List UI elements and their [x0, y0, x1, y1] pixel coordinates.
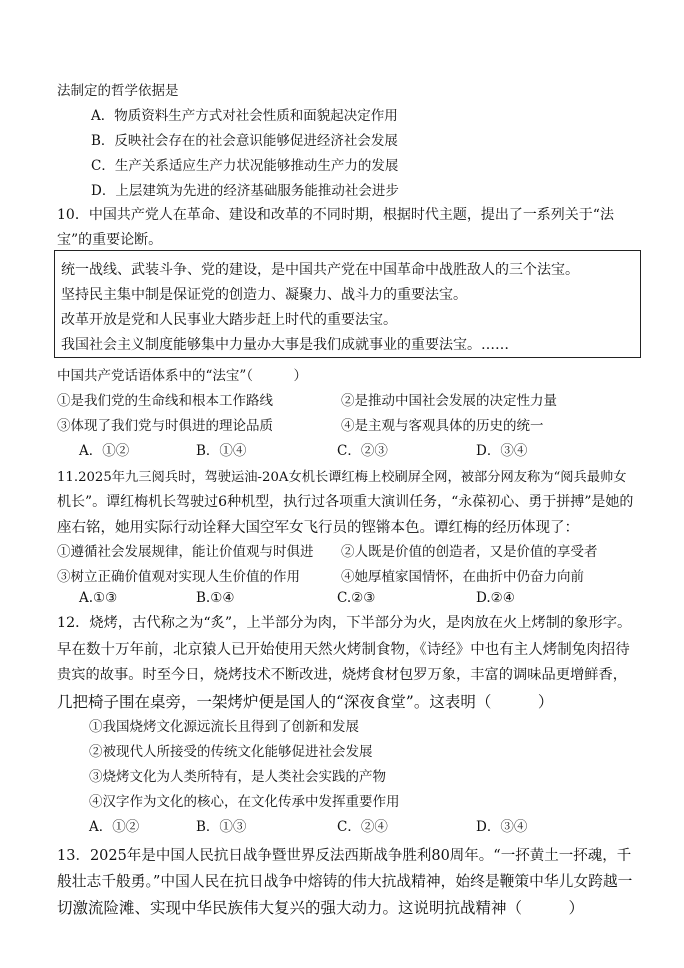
- q11-stem-line-3: 座右铭，她用实际行动诠释大国空军女飞行员的铿锵本色。谭红梅的经历体现了：: [57, 520, 579, 536]
- q10-question: 中国共产党话语体系中的“法宝”（ ）: [57, 368, 308, 384]
- q10-quote-line-3: 改革开放是党和人民事业大踏步赶上时代的重要法宝。: [61, 312, 397, 328]
- q12-stem-line-4: 几把椅子围在桌旁，一架烤炉便是国人的“深夜食堂”。这表明（ ）: [57, 693, 554, 711]
- q12-choice-b[interactable]: B．①③: [196, 819, 247, 835]
- q10-statement-1: ①是我们党的生命线和根本工作路线: [57, 393, 273, 409]
- q13-stem-line-3: 切激流险滩、实现中华民族伟大复兴的强大动力。这说明抗战精神（ ）: [57, 899, 585, 917]
- q12-choice-d[interactable]: D．③④: [476, 819, 528, 835]
- q13-stem-line-1: 13．2025年是中国人民抗日战争暨世界反法西斯战争胜利80周年。“一抔黄土一抔魂，千: [57, 848, 632, 864]
- q10-statement-3: ③体现了我们党与时俱进的理论品质: [57, 418, 273, 434]
- q11-statement-3: ③树立正确价值观对实现人生价值的作用: [57, 569, 300, 585]
- q9-option-c: C．生产关系适应生产力状况能够推动生产力的发展: [91, 158, 399, 174]
- q11-stem-line-1: 11.2025年九三阅兵时，驾驶运油-20A女机长谭红梅上校刷屏全网，被部分网友称为“阅兵最帅女: [57, 470, 627, 485]
- q11-choice-c[interactable]: C.②③: [337, 590, 376, 606]
- q10-choice-a[interactable]: A．①②: [79, 443, 130, 459]
- q11-statement-2: ②人既是价值的创造者，又是价值的享受者: [341, 544, 598, 560]
- q13-stem-line-2: 般壮志千般勇。”中国人民在抗日战争中熔铸的伟大抗战精神，始终是鞭策中华儿女跨越一: [57, 873, 633, 890]
- q10-stem-line-2: 宝”的重要论断。: [57, 232, 163, 248]
- q11-statement-4: ④她厚植家国情怀，在曲折中仍奋力向前: [341, 569, 584, 585]
- q10-stem-line-1: 10．中国共产党人在革命、建设和改革的不同时期，根据时代主题，提出了一系列关于“法: [57, 207, 614, 223]
- q12-choice-c[interactable]: C．②④: [337, 819, 388, 835]
- q12-statement-4: ④汉字作为文化的核心，在文化传承中发挥重要作用: [89, 794, 400, 810]
- q11-choice-a[interactable]: A.①③: [79, 590, 118, 606]
- q9-option-d: D．上层建筑为先进的经济基础服务能推动社会进步: [91, 183, 399, 199]
- q10-choice-c[interactable]: C．②③: [337, 443, 388, 459]
- q11-choice-d[interactable]: D.②④: [476, 590, 515, 606]
- q10-statement-4: ④是主观与客观具体的历史的统一: [341, 418, 544, 434]
- q11-stem-line-2: 机长”。谭红梅机长驾驶过6种机型，执行过各项重大演训任务，“永葆初心、勇于拼搏”是她的: [57, 494, 634, 510]
- q11-choice-b[interactable]: B.①④: [196, 590, 235, 606]
- q12-statement-2: ②被现代人所接受的传统文化能够促进社会发展: [89, 744, 373, 760]
- q10-quote-line-2: 坚持民主集中制是保证党的创造力、凝聚力、战斗力的重要法宝。: [61, 287, 467, 303]
- q10-choice-b[interactable]: B．①④: [196, 443, 247, 459]
- q10-quote-line-4: 我国社会主义制度能够集中力量办大事是我们成就事业的重要法宝。……: [61, 337, 509, 353]
- q9-option-a: A．物质资料生产方式对社会性质和面貌起决定作用: [91, 108, 398, 124]
- q9-option-b: B．反映社会存在的社会意识能够促进经济社会发展: [91, 133, 398, 149]
- q12-stem-line-1: 12．烧烤，古代称之为“炙”，上半部分为肉，下半部分为火，是肉放在火上烤制的象形字。: [57, 615, 632, 631]
- q9-stem-tail: 法制定的哲学依据是: [57, 83, 179, 99]
- q10-choice-d[interactable]: D．③④: [476, 443, 528, 459]
- q12-statement-3: ③烧烤文化为人类所特有，是人类社会实践的产物: [89, 769, 386, 785]
- q12-choice-a[interactable]: A．①②: [89, 819, 140, 835]
- q10-statement-2: ②是推动中国社会发展的决定性力量: [341, 393, 557, 409]
- q10-quote-line-1: 统一战线、武装斗争、党的建设，是中国共产党在中国革命中战胜敌人的三个法宝。: [61, 262, 579, 278]
- q12-statement-1: ①我国烧烤文化源远流长且得到了创新和发展: [89, 719, 359, 735]
- q11-statement-1: ①遵循社会发展规律，能让价值观与时俱进: [57, 544, 314, 560]
- q12-stem-line-2: 早在数十万年前，北京猿人已开始使用天然火烤制食物，《诗经》中也有主人烤制兔肉招待: [57, 642, 630, 658]
- q12-stem-line-3: 贵宾的故事。时至今日，烧烤技术不断改进，烧烤食材包罗万象，丰富的调味品更增鲜香，: [57, 667, 628, 683]
